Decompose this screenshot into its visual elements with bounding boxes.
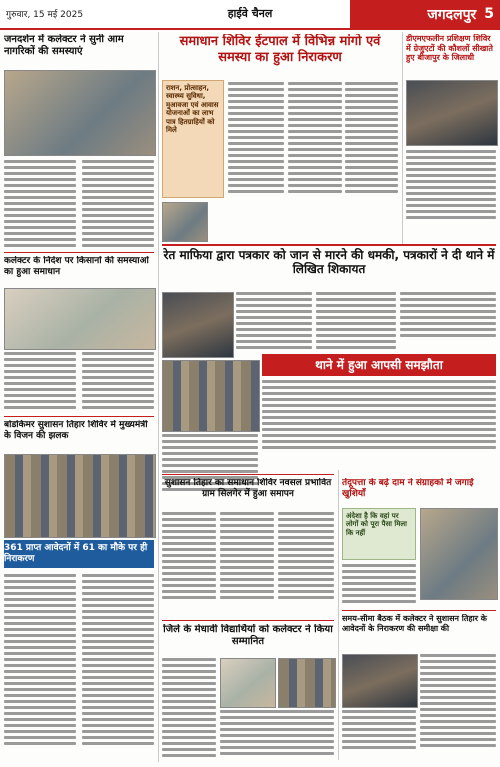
photo-students-2 (278, 658, 336, 708)
band-avedan: 361 प्राप्त आवेदनों में 61 का मौके पर ही निराकरण (4, 540, 154, 568)
photo-bodkimar (4, 454, 156, 538)
divider-left-2 (4, 416, 154, 417)
callout-tendu: अंदेशा है कि वहां पर लोगों को पूरा पैसा मिला कि नहीं (342, 508, 416, 560)
masthead-date: गुरुवार, 15 मई 2025 (6, 10, 84, 20)
article-silger-col2 (220, 512, 274, 602)
divider-threat-top (162, 244, 496, 246)
article-samadhan-col3 (345, 82, 398, 196)
band-samjhauta: थाने में हुआ आपसी समझौता (262, 354, 496, 376)
headline-samadhan: समाधान शिविर ईटपाल में विभिन्न मांगो एवं समस्या का हुआ निराकरण (179, 34, 381, 65)
photo-students-1 (220, 658, 276, 708)
article-samjhauta (262, 380, 496, 452)
article-bodkimar-col1 (4, 574, 76, 748)
article-tendu (342, 564, 416, 606)
divider-left-1 (4, 252, 154, 253)
masthead-city: जगदलपुर (427, 6, 477, 23)
photo-training (406, 80, 498, 146)
page-number: 5 (484, 6, 494, 22)
headline-training: डीएमएफलीन प्रशिक्षण शिविर में ग्रेजुएटों की कौशलों सीखाते हुए बीजापुर के जिलाधी (406, 34, 493, 63)
photo-samadhan-small (162, 202, 208, 242)
photo-threat (162, 292, 234, 358)
photo-silger-1 (162, 360, 260, 432)
article-review-col1 (420, 654, 496, 750)
article-kisan-col2 (82, 352, 154, 412)
masthead-paper-name: हाईवे चैनल (227, 7, 273, 20)
masthead-city-band (350, 0, 500, 28)
column-rule-left (158, 32, 159, 762)
article-threat-col3 (400, 292, 496, 340)
article-review-col2 (342, 710, 416, 752)
article-silger-col3 (278, 512, 334, 602)
divider-review (342, 610, 496, 611)
article-training (406, 150, 496, 222)
headline-silger: सुशासन तिहार का समाधान शिविर नवसल प्रभावित ग्राम सिलगेर में हुआ समापन (164, 478, 332, 499)
divider-silger (162, 474, 334, 475)
photo-jandarshan (4, 70, 156, 156)
article-kisan-col1 (4, 352, 76, 412)
photo-tendu (420, 508, 498, 600)
headline-review: समय-सीमा बैठक में कलेक्टर ने सुशासन तिहार के आवेदनों के निराकरण की समीक्षा की (342, 614, 487, 633)
callout-samadhan: राशन, प्रोत्साहन, स्वास्थ्य सुविधा, मुआवजा एवं आवास योजनाओं का लाभ पात्र हितग्राहियों को मिले (162, 80, 224, 198)
headline-bodkimar: बोडकिमर सुशासन तिहार शिविर में मुख्यमंत्री के विजन की झलक (4, 420, 148, 441)
article-bodkimar-col2 (82, 574, 154, 748)
headline-threat: रेत माफिया द्वारा पत्रकार को जान से मारने की धमकी, पत्रकारों ने दी थाने में लिखित शिकायत (163, 248, 495, 277)
article-jandarshan-col1 (4, 160, 76, 250)
article-threat-col1 (236, 292, 312, 352)
photo-review (342, 654, 418, 708)
article-students-col1 (162, 658, 216, 760)
headline-jandarshan: जनदर्शन में कलेक्टर ने सुनी आम नागरिकों की समस्याएं (4, 34, 124, 57)
headline-kisan: कलेक्टर के निर्देश पर किसानों की समस्याओं का हुआ समाधान (4, 256, 149, 277)
column-rule-right-top (402, 32, 403, 244)
article-threat-col2 (316, 292, 396, 352)
article-samadhan-col2 (288, 82, 342, 196)
column-rule-right-mid (338, 470, 339, 760)
headline-tendu: तेंदूपत्ता के बढ़े दाम ने संग्राहकों में जगाईं खुशियाँ (342, 478, 474, 499)
photo-kisan (4, 288, 156, 350)
article-students-col2 (220, 710, 334, 758)
divider-students (162, 620, 334, 621)
masthead (0, 0, 500, 30)
headline-students: जिले के मेधावी विद्यार्थियों को कलेक्टर ने किया सम्मानित (163, 624, 333, 647)
article-jandarshan-col2 (82, 160, 154, 250)
article-silger-col1 (162, 512, 216, 602)
article-samadhan-col1 (228, 82, 284, 196)
